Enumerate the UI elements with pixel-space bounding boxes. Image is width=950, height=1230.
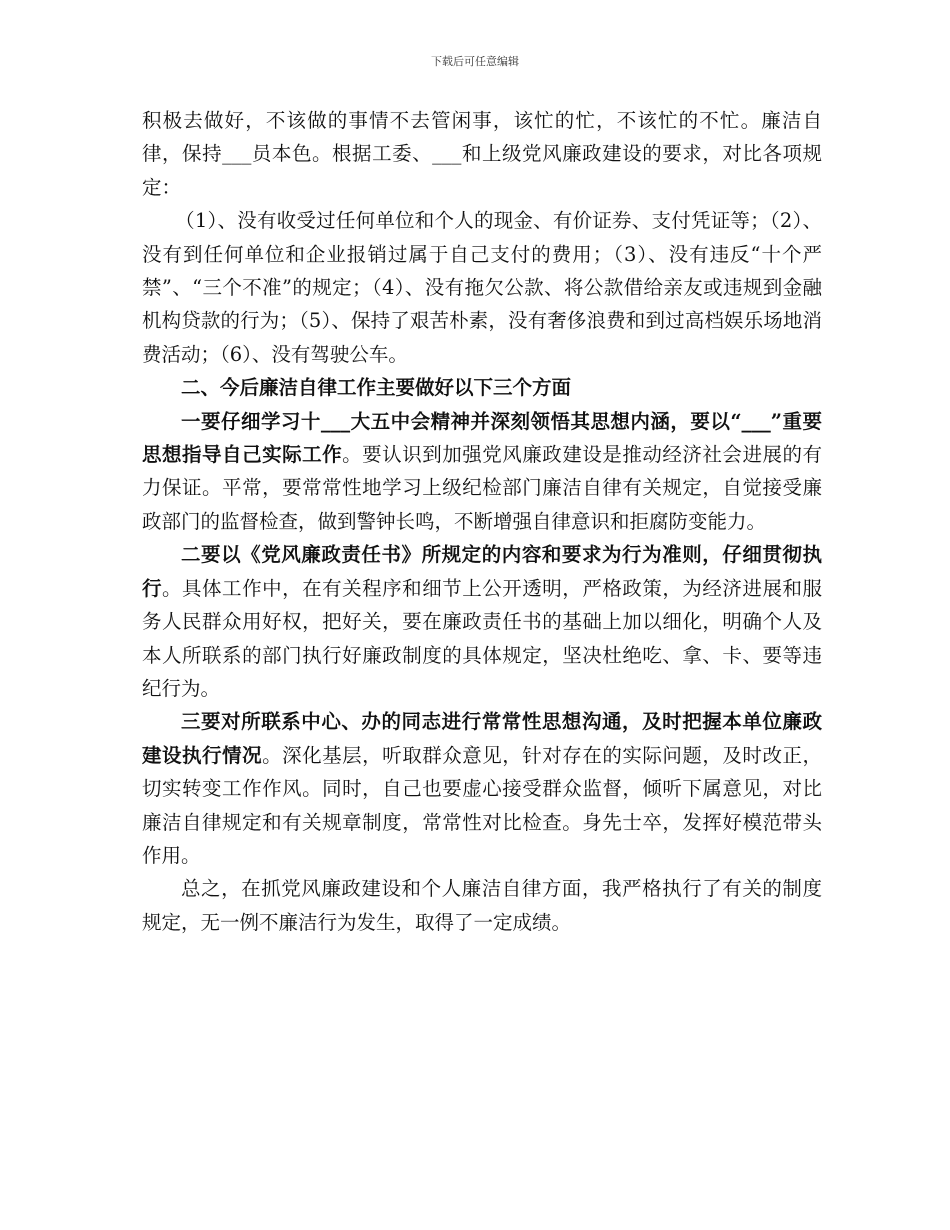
document-body (142, 104, 822, 939)
page-header: 下载后可任意编辑 (431, 55, 519, 68)
paragraph-point-two (142, 538, 822, 705)
paragraph-conclusion: 总之，在抓党风廉政建设和个人廉洁自律方面，我严格执行了有关的制度规定，无一例不廉洁行为发生，取得了一定成绩。 (142, 877, 822, 934)
paragraph-point-one (142, 405, 822, 539)
paragraph-intro: 积极去做好，不该做的事情不去管闲事，该忙的忙，不该忙的不忙。廉洁自律，保持___员本色。根据工委、___和上级党风廉政建设的要求，对比各项规定： (142, 109, 822, 199)
point-one-body: 。要认识到加强党风廉政建设是推动经济社会进展的有力保证。平常，要常常性地学习上级纪检部门廉洁自律有关规定，自觉接受廉政部门的监督检查，做到警钟长鸣，不断增强自律意识和拒腐防变能力。 (142, 443, 822, 533)
paragraph-rules-list: （1）、没有收受过任何单位和个人的现金、有价证券、支付凭证等；（2）、没有到任何单位和企业报销过属于自己支付的费用；（3）、没有违反“十个严禁”、“三个不准”的规定；（4）、没有拖欠公款、将公款借给亲友或违规到金融机构贷款的行为；（5）、保持了艰苦朴素，没有奢侈浪费和到过高档娱乐场地消费活动；（6）、没有驾驶公车。 (142, 209, 822, 366)
point-two-lead: 二要以《党风廉政责任书》所规定的内容和要求为行为准则，仔细贯彻执行 (142, 543, 822, 600)
point-one-lead: 一要仔细学习十___大五中会精神并深刻领悟其思想内涵，要以“___”重要思想指导自己实际工作 (142, 409, 822, 467)
point-three-body: 。深化基层，听取群众意见，针对存在的实际问题，及时改正，切实转变工作作风。同时，自己也要虚心接受群众监督，倾听下属意见，对比廉洁自律规定和有关规章制度，常常性对比检查。身先士卒，发挥好模范带头作用。 (142, 743, 822, 867)
point-three-lead: 三要对所联系中心、办的同志进行常常性思想沟通，及时把握本单位廉政建设执行情况 (142, 710, 822, 767)
point-two-body: 。具体工作中，在有关程序和细节上公开透明，严格政策，为经济进展和服务人民群众用好权，把好关，要在廉政责任书的基础上加以细化，明确个人及本人所联系的部门执行好廉政制度的具体规定，坚决杜绝吃、拿、卡、要等违纪行为。 (142, 576, 822, 700)
section-heading: 二、今后廉洁自律工作主要做好以下三个方面 (181, 376, 572, 400)
paragraph-point-three (142, 705, 822, 872)
